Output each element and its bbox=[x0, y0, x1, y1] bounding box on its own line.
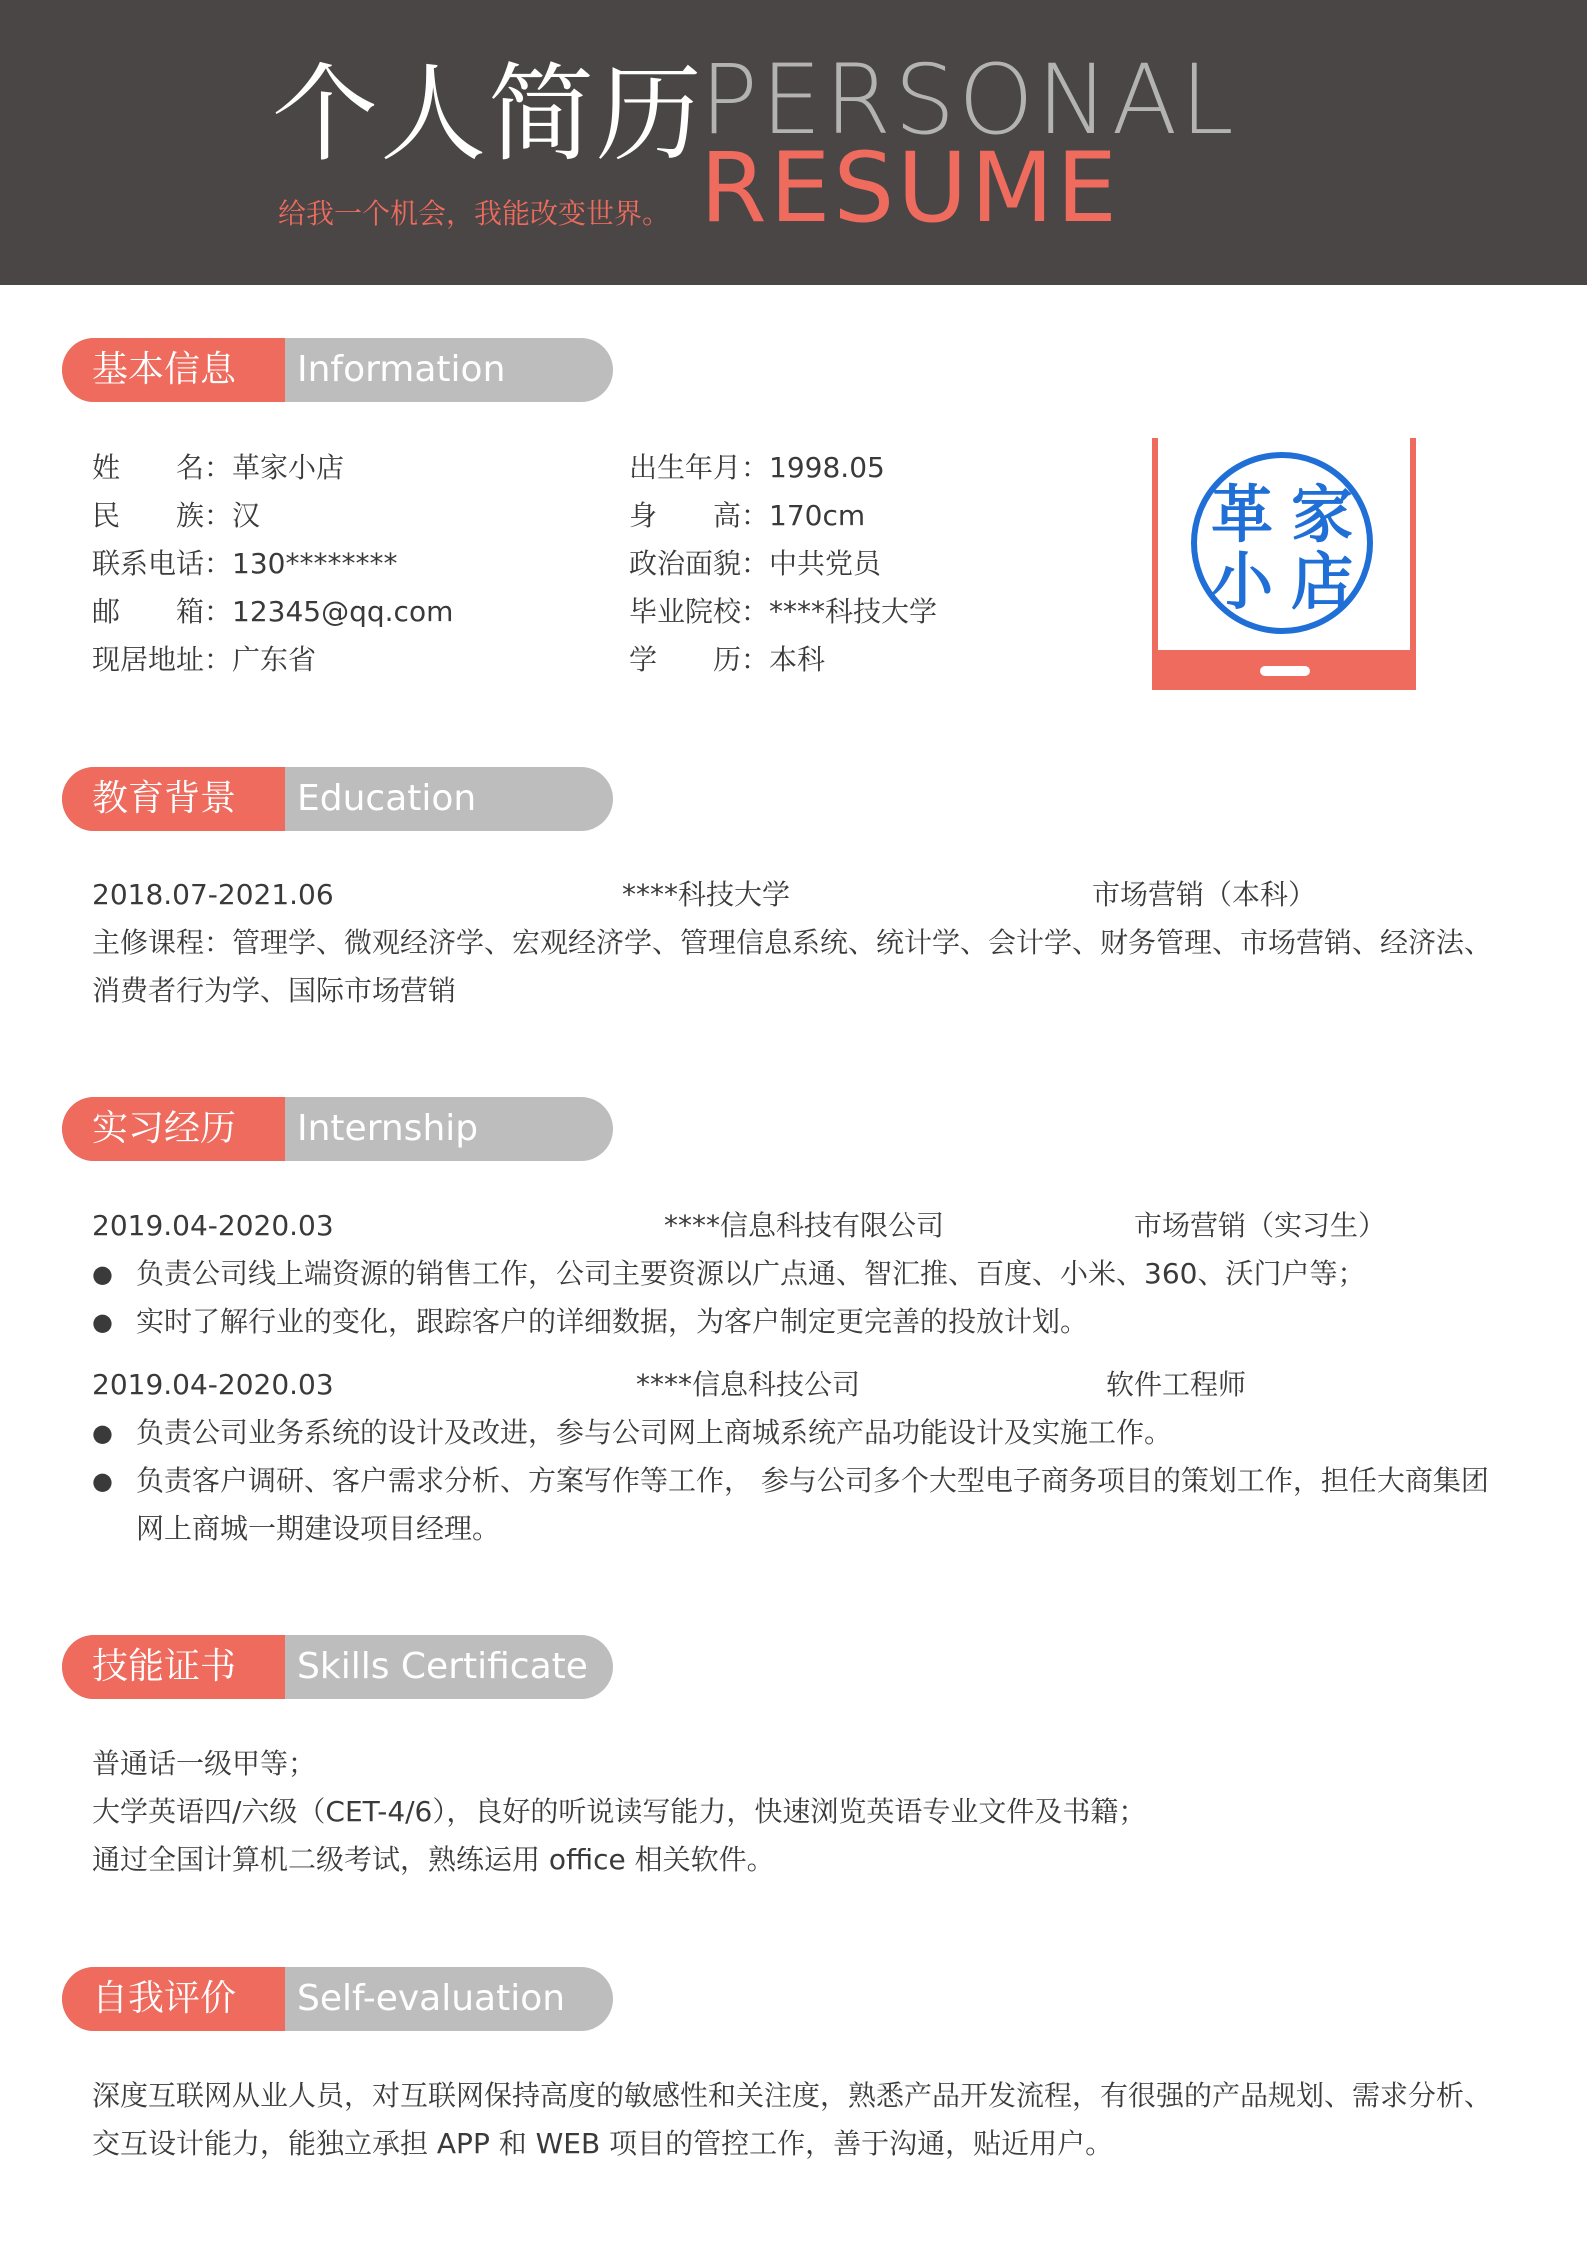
header-banner bbox=[0, 0, 1587, 285]
info-value: 170cm bbox=[769, 499, 866, 532]
resume-title-en-line2: RESUME bbox=[700, 132, 1121, 244]
edu-period: 2018.07-2021.06 bbox=[92, 878, 334, 911]
info-colon: ： bbox=[741, 451, 770, 484]
list-item-text: 负责客户调研、客户需求分析、方案写作等工作， 参与公司多个大型电子商务项目的策划工作，担任大商集团 bbox=[136, 1464, 1489, 1497]
section-header-info bbox=[62, 338, 613, 402]
info-value: 本科 bbox=[769, 643, 826, 676]
info-colon: ： bbox=[204, 499, 233, 532]
info-label: 邮 箱 bbox=[92, 595, 205, 628]
section-header-self-eval bbox=[62, 1967, 613, 2031]
section-title-en: Skills Certificate bbox=[297, 1646, 588, 1687]
resume-title-cn: 个人简历 bbox=[272, 53, 704, 176]
photo-frame bbox=[1152, 438, 1416, 690]
job2-role: 软件工程师 bbox=[1106, 1368, 1247, 1401]
edu-courses-line1: 主修课程：管理学、微观经济学、宏观经济学、管理信息系统、统计学、会计学、财务管理、市场营销、经济法、 bbox=[92, 926, 1493, 959]
list-item-text: 负责公司业务系统的设计及改进，参与公司网上商城系统产品功能设计及实施工作。 bbox=[136, 1416, 1173, 1449]
section-title-en: Information bbox=[297, 349, 506, 390]
job2-company: ****信息科技公司 bbox=[636, 1368, 861, 1401]
info-row-email bbox=[92, 588, 453, 636]
info-row-school bbox=[629, 588, 937, 636]
bullet-dot-icon: ● bbox=[92, 1308, 113, 1336]
info-row-name bbox=[92, 444, 344, 492]
edu-courses-line2: 消费者行为学、国际市场营销 bbox=[92, 974, 457, 1007]
skill-line: 普通话一级甲等； bbox=[92, 1747, 317, 1780]
info-row-degree bbox=[629, 636, 825, 684]
info-label: 身 高 bbox=[629, 499, 742, 532]
info-colon: ： bbox=[204, 643, 233, 676]
bullet-dot-icon: ● bbox=[92, 1467, 113, 1495]
frame-right-bar bbox=[1410, 438, 1416, 650]
frame-button-icon bbox=[1260, 666, 1310, 676]
skill-line: 大学英语四/六级（CET-4/6），良好的听说读写能力，快速浏览英语专业文件及书籍； bbox=[92, 1795, 1147, 1828]
list-item-text: 实时了解行业的变化，跟踪客户的详细数据，为客户制定更完善的投放计划。 bbox=[136, 1305, 1089, 1338]
info-value: 12345@qq.com bbox=[232, 595, 454, 628]
info-label: 姓 名 bbox=[92, 451, 205, 484]
info-colon: ： bbox=[741, 547, 770, 580]
bullet-dot-icon: ● bbox=[92, 1419, 113, 1447]
section-title-en: Internship bbox=[297, 1108, 479, 1149]
list-item-text: 负责公司线上端资源的销售工作，公司主要资源以广点通、智汇推、百度、小米、360、沃门户等； bbox=[136, 1257, 1366, 1290]
job1-role: 市场营销（实习生） bbox=[1134, 1209, 1387, 1242]
info-label: 政治面貌 bbox=[629, 547, 742, 580]
info-row-ethnicity bbox=[92, 492, 260, 540]
resume-slogan: 给我一个机会，我能改变世界。 bbox=[278, 197, 671, 230]
list-item bbox=[92, 1409, 1173, 1457]
info-value: ****科技大学 bbox=[769, 595, 938, 628]
skill-line: 通过全国计算机二级考试，熟练运用 office 相关软件。 bbox=[92, 1843, 775, 1876]
job1-period: 2019.04-2020.03 bbox=[92, 1209, 334, 1242]
info-row-birth bbox=[629, 444, 885, 492]
info-colon: ： bbox=[741, 595, 770, 628]
info-row-address bbox=[92, 636, 316, 684]
seal-char: 店 bbox=[1290, 545, 1354, 618]
section-title-en: Self-evaluation bbox=[297, 1978, 566, 2019]
list-item-continuation bbox=[136, 1505, 500, 1553]
info-colon: ： bbox=[741, 643, 770, 676]
list-item bbox=[92, 1250, 1366, 1298]
self-eval-line2: 交互设计能力，能独立承担 APP 和 WEB 项目的管控工作，善于沟通，贴近用户。 bbox=[92, 2127, 1114, 2160]
seal-char: 小 bbox=[1210, 545, 1274, 618]
info-value: 汉 bbox=[232, 499, 261, 532]
resume-title-en-line1: PERSONAL bbox=[700, 44, 1237, 156]
section-title-cn: 自我评价 bbox=[62, 1967, 285, 2031]
info-label: 联系电话 bbox=[92, 547, 205, 580]
edu-school: ****科技大学 bbox=[622, 878, 791, 911]
section-title-cn: 基本信息 bbox=[62, 338, 285, 402]
info-row-phone bbox=[92, 540, 397, 588]
job2-period: 2019.04-2020.03 bbox=[92, 1368, 334, 1401]
info-value: 革家小店 bbox=[232, 451, 345, 484]
section-title-en: Education bbox=[297, 778, 477, 819]
bullet-dot-icon: ● bbox=[92, 1260, 113, 1288]
section-title-cn: 实习经历 bbox=[62, 1097, 285, 1161]
info-label: 出生年月 bbox=[629, 451, 742, 484]
info-row-height bbox=[629, 492, 865, 540]
section-header-skills bbox=[62, 1635, 613, 1699]
section-title-cn: 技能证书 bbox=[62, 1635, 285, 1699]
seal-char: 革 bbox=[1210, 478, 1274, 551]
self-eval-line1: 深度互联网从业人员，对互联网保持高度的敏感性和关注度，熟悉产品开发流程，有很强的产品规划、需求分析、 bbox=[92, 2079, 1493, 2112]
info-row-politics bbox=[629, 540, 881, 588]
info-label: 学 历 bbox=[629, 643, 742, 676]
section-title-cn: 教育背景 bbox=[62, 767, 285, 831]
info-value: 中共党员 bbox=[769, 547, 882, 580]
info-label: 民 族 bbox=[92, 499, 205, 532]
frame-left-bar bbox=[1152, 438, 1158, 650]
edu-major: 市场营销（本科） bbox=[1092, 878, 1317, 911]
info-colon: ： bbox=[204, 547, 233, 580]
list-item bbox=[92, 1457, 1489, 1505]
info-label: 毕业院校 bbox=[629, 595, 742, 628]
job1-company: ****信息科技有限公司 bbox=[664, 1209, 945, 1242]
seal-char: 家 bbox=[1290, 478, 1354, 551]
seal-stamp-icon bbox=[1172, 438, 1392, 648]
section-header-internship bbox=[62, 1097, 613, 1161]
info-value: 1998.05 bbox=[769, 451, 885, 484]
list-item-text: 网上商城一期建设项目经理。 bbox=[136, 1512, 501, 1545]
info-label: 现居地址 bbox=[92, 643, 205, 676]
info-value: 广东省 bbox=[232, 643, 317, 676]
list-item bbox=[92, 1298, 1089, 1346]
info-colon: ： bbox=[204, 451, 233, 484]
info-colon: ： bbox=[204, 595, 233, 628]
info-value: 130******** bbox=[232, 547, 398, 580]
info-colon: ： bbox=[741, 499, 770, 532]
section-header-education bbox=[62, 767, 613, 831]
